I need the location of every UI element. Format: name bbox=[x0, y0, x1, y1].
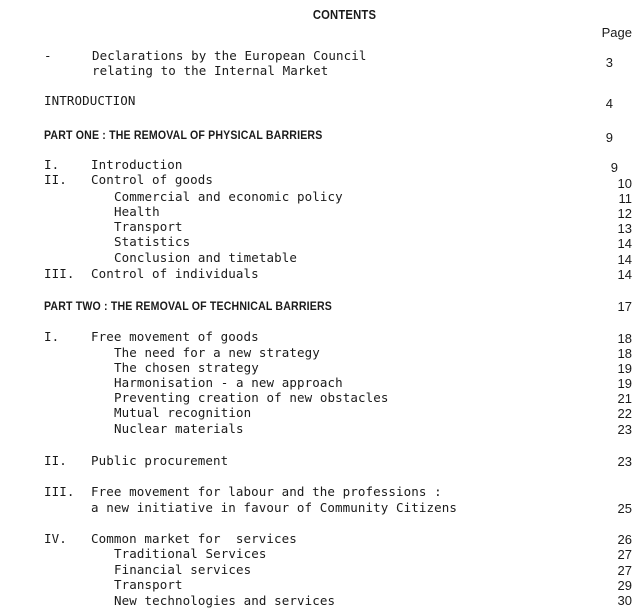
entry-text: Introduction bbox=[91, 157, 183, 172]
entry-page: 21 bbox=[617, 391, 632, 406]
entry-page: 27 bbox=[617, 563, 632, 578]
entry-text: Traditional Services bbox=[114, 546, 267, 561]
entry-text: Commercial and economic policy bbox=[114, 189, 343, 204]
entry-text: Control of goods bbox=[91, 172, 214, 187]
entry-text: Nuclear materials bbox=[114, 421, 244, 436]
entry-page: 26 bbox=[617, 532, 632, 547]
entry-text-continued: a new initiative in favour of Community Citizens bbox=[91, 500, 458, 515]
entry-text: Mutual recognition bbox=[114, 405, 252, 420]
entry-page: 23 bbox=[617, 422, 632, 437]
entry-page: 9 bbox=[610, 160, 618, 175]
entry-text: Harmonisation - a new approach bbox=[114, 375, 343, 390]
contents-title: CONTENTS bbox=[312, 8, 377, 22]
entry-text: INTRODUCTION bbox=[44, 93, 136, 108]
entry-marker: II. bbox=[44, 453, 67, 468]
entry-marker: III. bbox=[44, 484, 75, 499]
entry-text: Conclusion and timetable bbox=[114, 250, 298, 265]
entry-text: Public procurement bbox=[91, 453, 229, 468]
entry-page: 27 bbox=[617, 547, 632, 562]
entry-marker: IV. bbox=[44, 531, 67, 546]
entry-page: 19 bbox=[617, 361, 632, 376]
entry-page: 14 bbox=[617, 267, 632, 282]
entry-page: 23 bbox=[617, 454, 632, 469]
entry-text: Transport bbox=[114, 577, 183, 592]
entry-page: 30 bbox=[617, 593, 632, 608]
page-column-label: Page bbox=[601, 25, 632, 40]
entry-marker: III. bbox=[44, 266, 75, 281]
entry-page: 13 bbox=[617, 221, 632, 236]
part-heading: PART ONE : THE REMOVAL OF PHYSICAL BARRIERS bbox=[44, 128, 323, 142]
entry-text: Free movement for labour and the professions : bbox=[91, 484, 442, 499]
entry-page: 25 bbox=[617, 501, 632, 516]
entry-page: 19 bbox=[617, 376, 632, 391]
entry-page: 18 bbox=[617, 346, 632, 361]
entry-page: 17 bbox=[617, 299, 632, 314]
entry-text: Common market for services bbox=[91, 531, 297, 546]
entry-page: 12 bbox=[617, 206, 632, 221]
entry-text: New technologies and services bbox=[114, 593, 336, 608]
entry-text: Transport bbox=[114, 219, 183, 234]
entry-text: Statistics bbox=[114, 234, 191, 249]
entry-page: 18 bbox=[617, 331, 632, 346]
entry-marker: II. bbox=[44, 172, 67, 187]
entry-text: Financial services bbox=[114, 562, 252, 577]
entry-page: 10 bbox=[617, 176, 632, 191]
entry-text-continued: relating to the Internal Market bbox=[92, 63, 329, 78]
part-heading: PART TWO : THE REMOVAL OF TECHNICAL BARRIERS bbox=[44, 299, 332, 313]
entry-page: 11 bbox=[618, 191, 632, 206]
entry-page: 14 bbox=[617, 252, 632, 267]
entry-marker: I. bbox=[44, 157, 60, 172]
entry-page: 29 bbox=[617, 578, 632, 593]
entry-text: Health bbox=[114, 204, 160, 219]
entry-page: 9 bbox=[605, 130, 613, 145]
entry-text: Control of individuals bbox=[91, 266, 259, 281]
entry-text: Free movement of goods bbox=[91, 329, 259, 344]
entry-page: 4 bbox=[605, 96, 613, 111]
entry-page: 14 bbox=[617, 236, 632, 251]
entry-text: The chosen strategy bbox=[114, 360, 259, 375]
entry-text: Preventing creation of new obstacles bbox=[114, 390, 389, 405]
entry-page: 3 bbox=[605, 55, 613, 70]
entry-text: The need for a new strategy bbox=[114, 345, 320, 360]
entry-page: 22 bbox=[617, 406, 632, 421]
entry-marker: - bbox=[44, 48, 52, 63]
entry-text: Declarations by the European Council bbox=[92, 48, 367, 63]
entry-marker: I. bbox=[44, 329, 60, 344]
